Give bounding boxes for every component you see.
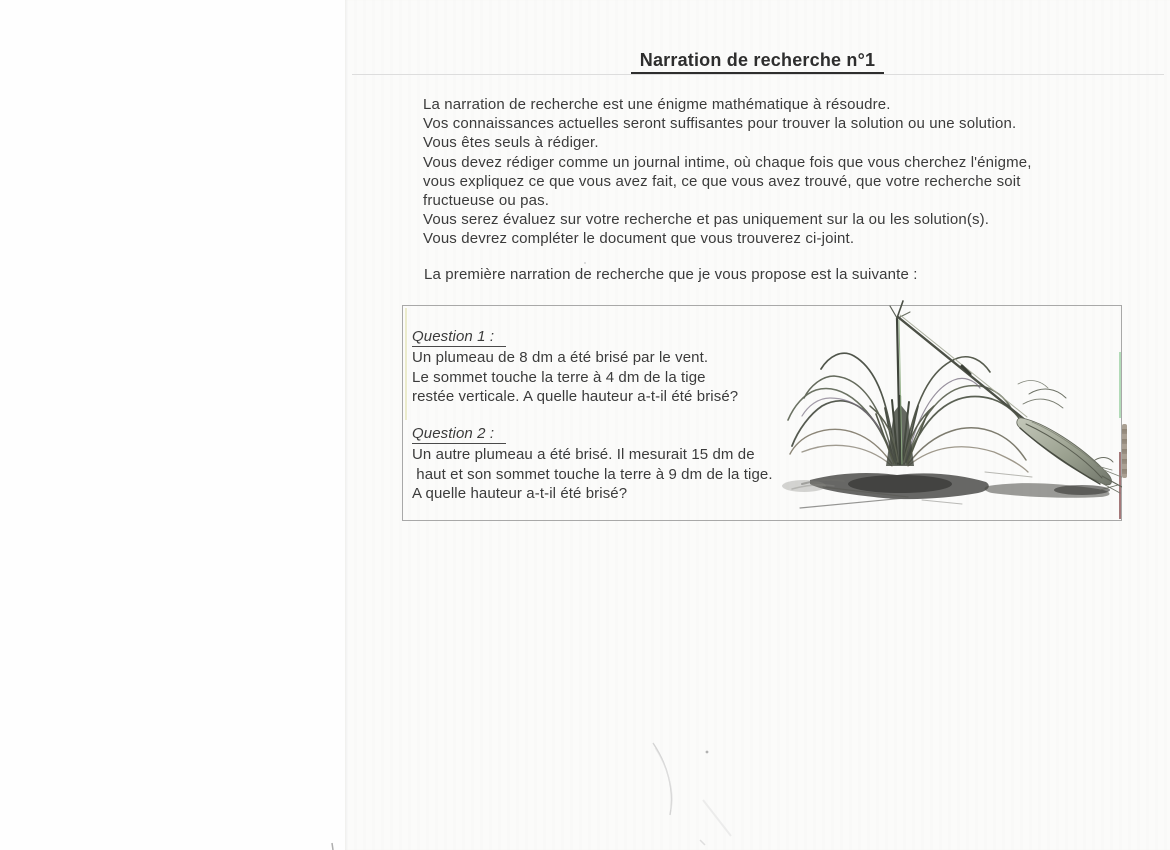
intro-line: vous expliquez ce que vous avez fait, ce que vous avez trouvé, que votre recherche soit	[423, 172, 1021, 190]
question-2-heading-row	[412, 424, 773, 445]
question-2-heading: Question 2 :	[412, 424, 506, 444]
question-1-line: restée verticale. A quelle hauteur a-t-il été brisé?	[412, 387, 739, 405]
scan-artifact-tan-bar	[1122, 424, 1127, 478]
intro-line: La narration de recherche est une énigme mathématique à résoudre.	[423, 96, 891, 113]
lead-sentence: La première narration de recherche que je vous propose est la suivante :	[424, 266, 918, 283]
question-1	[412, 327, 738, 406]
question-2-line: Un autre plumeau a été brisé. Il mesurait 15 dm de	[412, 446, 755, 464]
title-row	[345, 50, 1170, 74]
question-1-line: Un plumeau de 8 dm a été brisé par le vent.	[412, 349, 709, 367]
intro-line: Vous devez rédiger comme un journal intime, où chaque fois que vous cherchez l'énigme,	[423, 153, 1032, 171]
scan-fringe-yellow	[405, 308, 407, 420]
question-2-line: haut et son sommet touche la terre à 9 dm de la tige.	[412, 465, 773, 483]
page-title: Narration de recherche n°1	[631, 50, 884, 74]
intro-line: Vous êtes seuls à rédiger.	[423, 134, 599, 152]
broken-reed-illustration	[782, 294, 1122, 524]
question-1-line: Le sommet touche la terre à 4 dm de la tige	[412, 368, 706, 386]
edge-tick	[332, 843, 333, 850]
intro-line: Vous devrez compléter le document que vous trouverez ci-joint.	[423, 230, 855, 248]
intro-line: Vos connaissances actuelles seront suffisantes pour trouver la solution ou une solution.	[423, 115, 1017, 133]
question-2	[412, 424, 773, 503]
intro-line: Vous serez évaluez sur votre recherche et pas uniquement sur la ou les solution(s).	[423, 211, 990, 229]
question-1-heading-row	[412, 327, 738, 348]
title-rule-line	[352, 74, 1164, 75]
intro-line: fructueuse ou pas.	[423, 192, 550, 210]
question-2-line: A quelle hauteur a-t-il été brisé?	[412, 484, 628, 502]
question-1-heading: Question 1 :	[412, 327, 506, 347]
intro-paragraph	[423, 95, 1103, 249]
